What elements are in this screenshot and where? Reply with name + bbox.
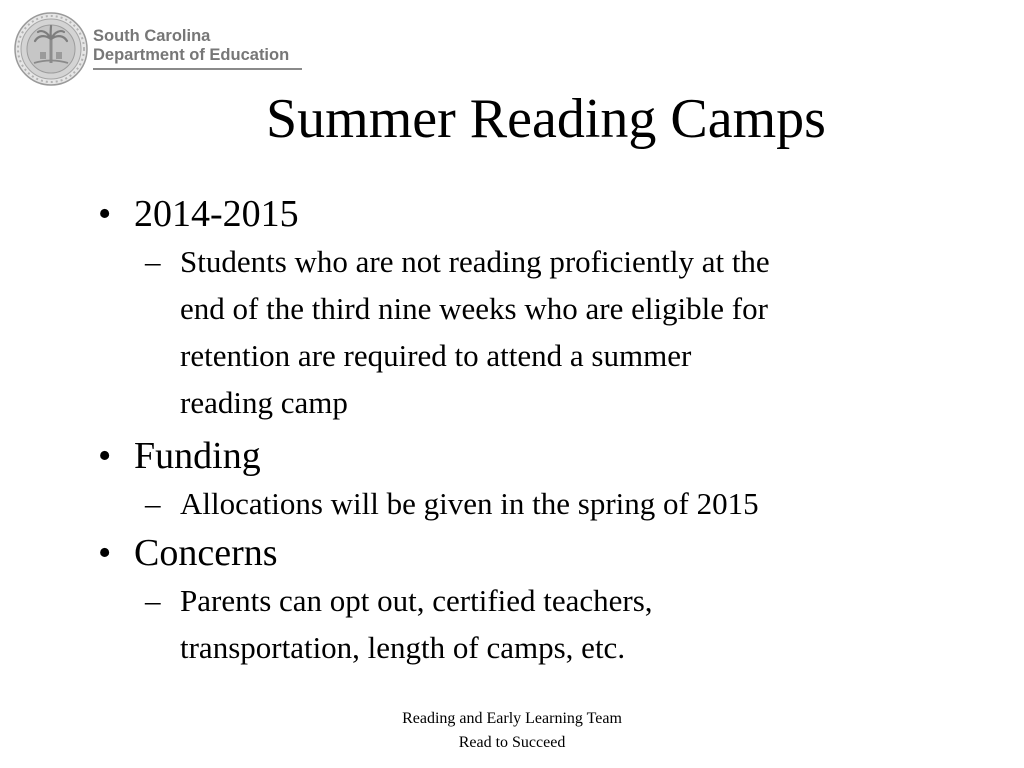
bullet-item [98,529,998,577]
dash-icon: – [145,486,161,521]
bullet-item [98,190,998,238]
dash-icon: – [145,244,161,279]
bullet-list [98,190,998,671]
sub-bullet-line: transportation, length of camps, etc. [180,630,626,665]
sc-state-seal-icon [14,12,88,86]
bullet-icon: • [98,193,112,235]
sub-bullet-item [98,238,998,426]
sub-bullet-item [98,480,998,527]
bullet-text: Funding [134,435,261,477]
sub-bullet-line: Allocations will be given in the spring of 2015 [180,486,759,521]
dash-icon: – [145,583,161,618]
bullet-icon: • [98,435,112,477]
sub-bullet-line: end of the third nine weeks who are eligible for [180,291,768,326]
bullet-item [98,432,998,480]
logo-underline [93,68,302,70]
footer-team: Reading and Early Learning Team [402,710,622,727]
bullet-text: Concerns [134,532,278,574]
sub-bullet-line: Parents can opt out, certified teachers, [180,583,653,618]
slide-title: Summer Reading Camps [266,88,826,150]
sub-bullet-line: retention are required to attend a summer [180,338,692,373]
slide-footer [312,707,712,755]
sub-bullet-line: Students who are not reading proficiently at the [180,244,770,279]
logo-line-department: Department of Education [93,46,290,64]
logo-wordmark [93,27,289,65]
sc-department-of-education-logo [14,12,314,92]
footer-program: Read to Succeed [458,734,566,751]
bullet-icon: • [98,532,112,574]
logo-line-state: South Carolina [93,27,211,45]
sub-bullet-line: reading camp [180,385,348,420]
bullet-text: 2014-2015 [134,193,299,235]
sub-bullet-item [98,577,998,671]
